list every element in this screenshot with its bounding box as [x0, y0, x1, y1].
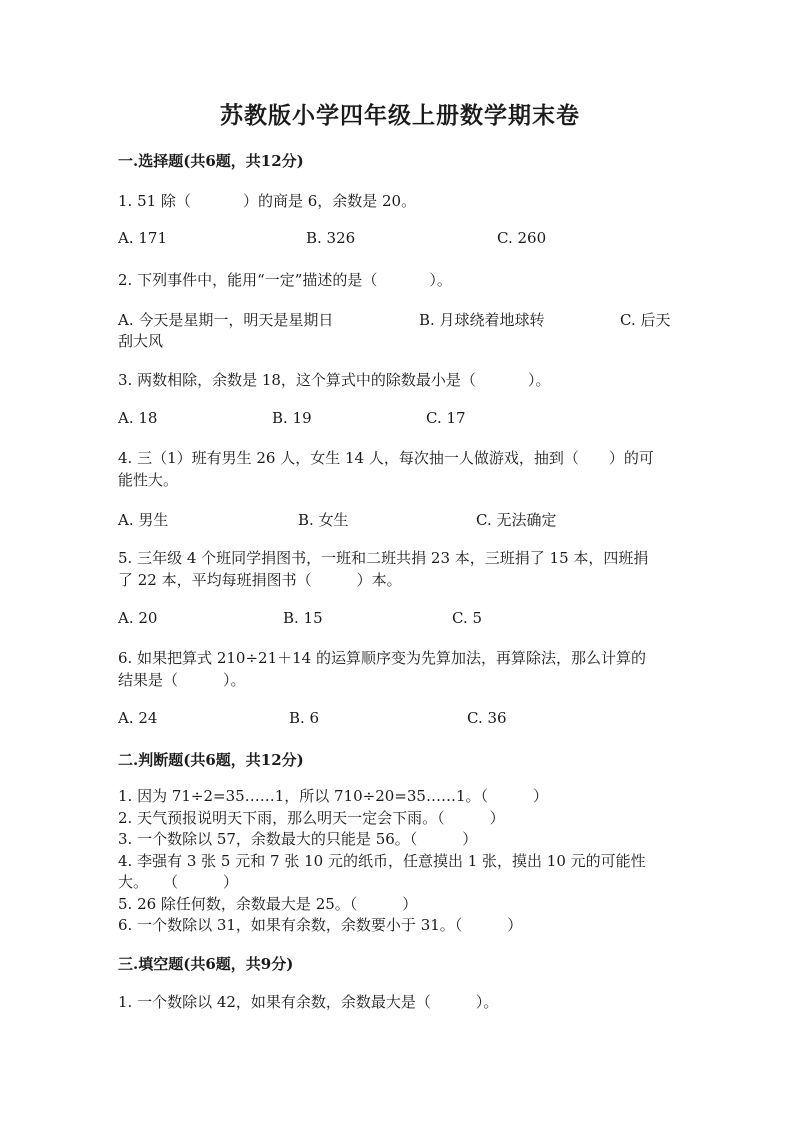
judge-question-1: 1. 因为 71÷2=35……1，所以 710÷20=35……1。（ ）	[118, 787, 548, 805]
option-c: C. 260	[497, 229, 547, 247]
option-c: C. 无法确定	[476, 511, 557, 529]
judge-question-4-continued: 大。 （ ）	[118, 873, 239, 891]
option-a: A. 20	[118, 609, 158, 627]
question-text-pre: 2. 下列事件中，能用“一定”描述的是（	[118, 271, 378, 289]
option-b: B. 19	[272, 409, 312, 427]
question-text-post: ）的商是 6，余数是 20。	[242, 192, 417, 210]
choice-question-2	[118, 269, 674, 291]
option-c: C. 后天	[620, 311, 671, 329]
option-c: C. 5	[452, 609, 483, 627]
page-title: 苏教版小学四年级上册数学期末卷	[220, 102, 580, 129]
judge-question-5: 5. 26 除任何数，余数最大是 25。（ ）	[118, 894, 418, 913]
option-c-continued: 刮大风	[118, 332, 164, 350]
option-b: B. 15	[283, 609, 323, 627]
option-b: B. 6	[289, 709, 320, 727]
choice-question-1	[118, 190, 674, 212]
judge-question-3: 3. 一个数除以 57，余数最大的只能是 56。（ ）	[118, 830, 478, 848]
choice-question-3	[118, 369, 674, 391]
option-b: B. 女生	[298, 511, 349, 529]
option-b: B. 月球绕着地球转	[419, 311, 545, 329]
option-a: A. 18	[118, 409, 158, 427]
choice-question-6	[118, 647, 674, 691]
judge-question-6: 6. 一个数除以 31，如果有余数，余数要小于 31。（ ）	[118, 916, 523, 934]
question-text-post: ）。	[527, 371, 551, 389]
question-text-post: ）。	[429, 271, 452, 289]
judge-question-4: 4. 李强有 3 张 5 元和 7 张 10 元的纸币，任意摸出 1 张，摸出 10 元的可能性	[118, 851, 646, 870]
judge-question-2: 2. 天气预报说明天下雨，那么明天一定会下雨。（ ）	[118, 808, 505, 827]
section-heading-judge: 二.判断题(共6题，共12分)	[118, 751, 304, 769]
question-line-1: 5. 三年级 4 个班同学捐图书，一班和二班共捐 23 本，三班捐了 15 本，四班捐	[118, 549, 649, 567]
question-text-pre: 1. 51 除（	[118, 192, 191, 210]
question-line-2: 能性大。	[118, 471, 179, 489]
fill-question-1: 1. 一个数除以 42，如果有余数，余数最大是（ ）。	[118, 993, 499, 1011]
option-c: C. 17	[426, 409, 466, 427]
choice-question-4	[118, 447, 674, 491]
option-b: B. 326	[306, 229, 356, 247]
question-line-2: 了 22 本，平均每班捐图书（ ）本。	[118, 571, 402, 589]
question-text-pre: 3. 两数相除，余数是 18，这个算式中的除数最小是（	[118, 371, 476, 389]
choice-question-5	[118, 547, 674, 591]
option-a: A. 今天是星期一，明天是星期日	[118, 311, 334, 329]
option-c: C. 36	[467, 709, 507, 727]
question-line-1: 4. 三（1）班有男生 26 人，女生 14 人，每次抽一人做游戏，抽到（ ）的可	[118, 449, 654, 467]
option-a: A. 24	[118, 709, 158, 727]
question-line-2: 结果是（ ）。	[118, 671, 246, 689]
option-a: A. 171	[118, 229, 167, 247]
option-a: A. 男生	[118, 511, 169, 529]
judge-question-list	[118, 786, 674, 937]
section-heading-fill: 三.填空题(共6题，共9分)	[118, 955, 294, 973]
section-heading-choice: 一.选择题(共6题，共12分)	[118, 152, 304, 170]
question-line-1: 6. 如果把算式 210÷21＋14 的运算顺序变为先算加法，再算除法，那么计算的	[118, 649, 646, 667]
